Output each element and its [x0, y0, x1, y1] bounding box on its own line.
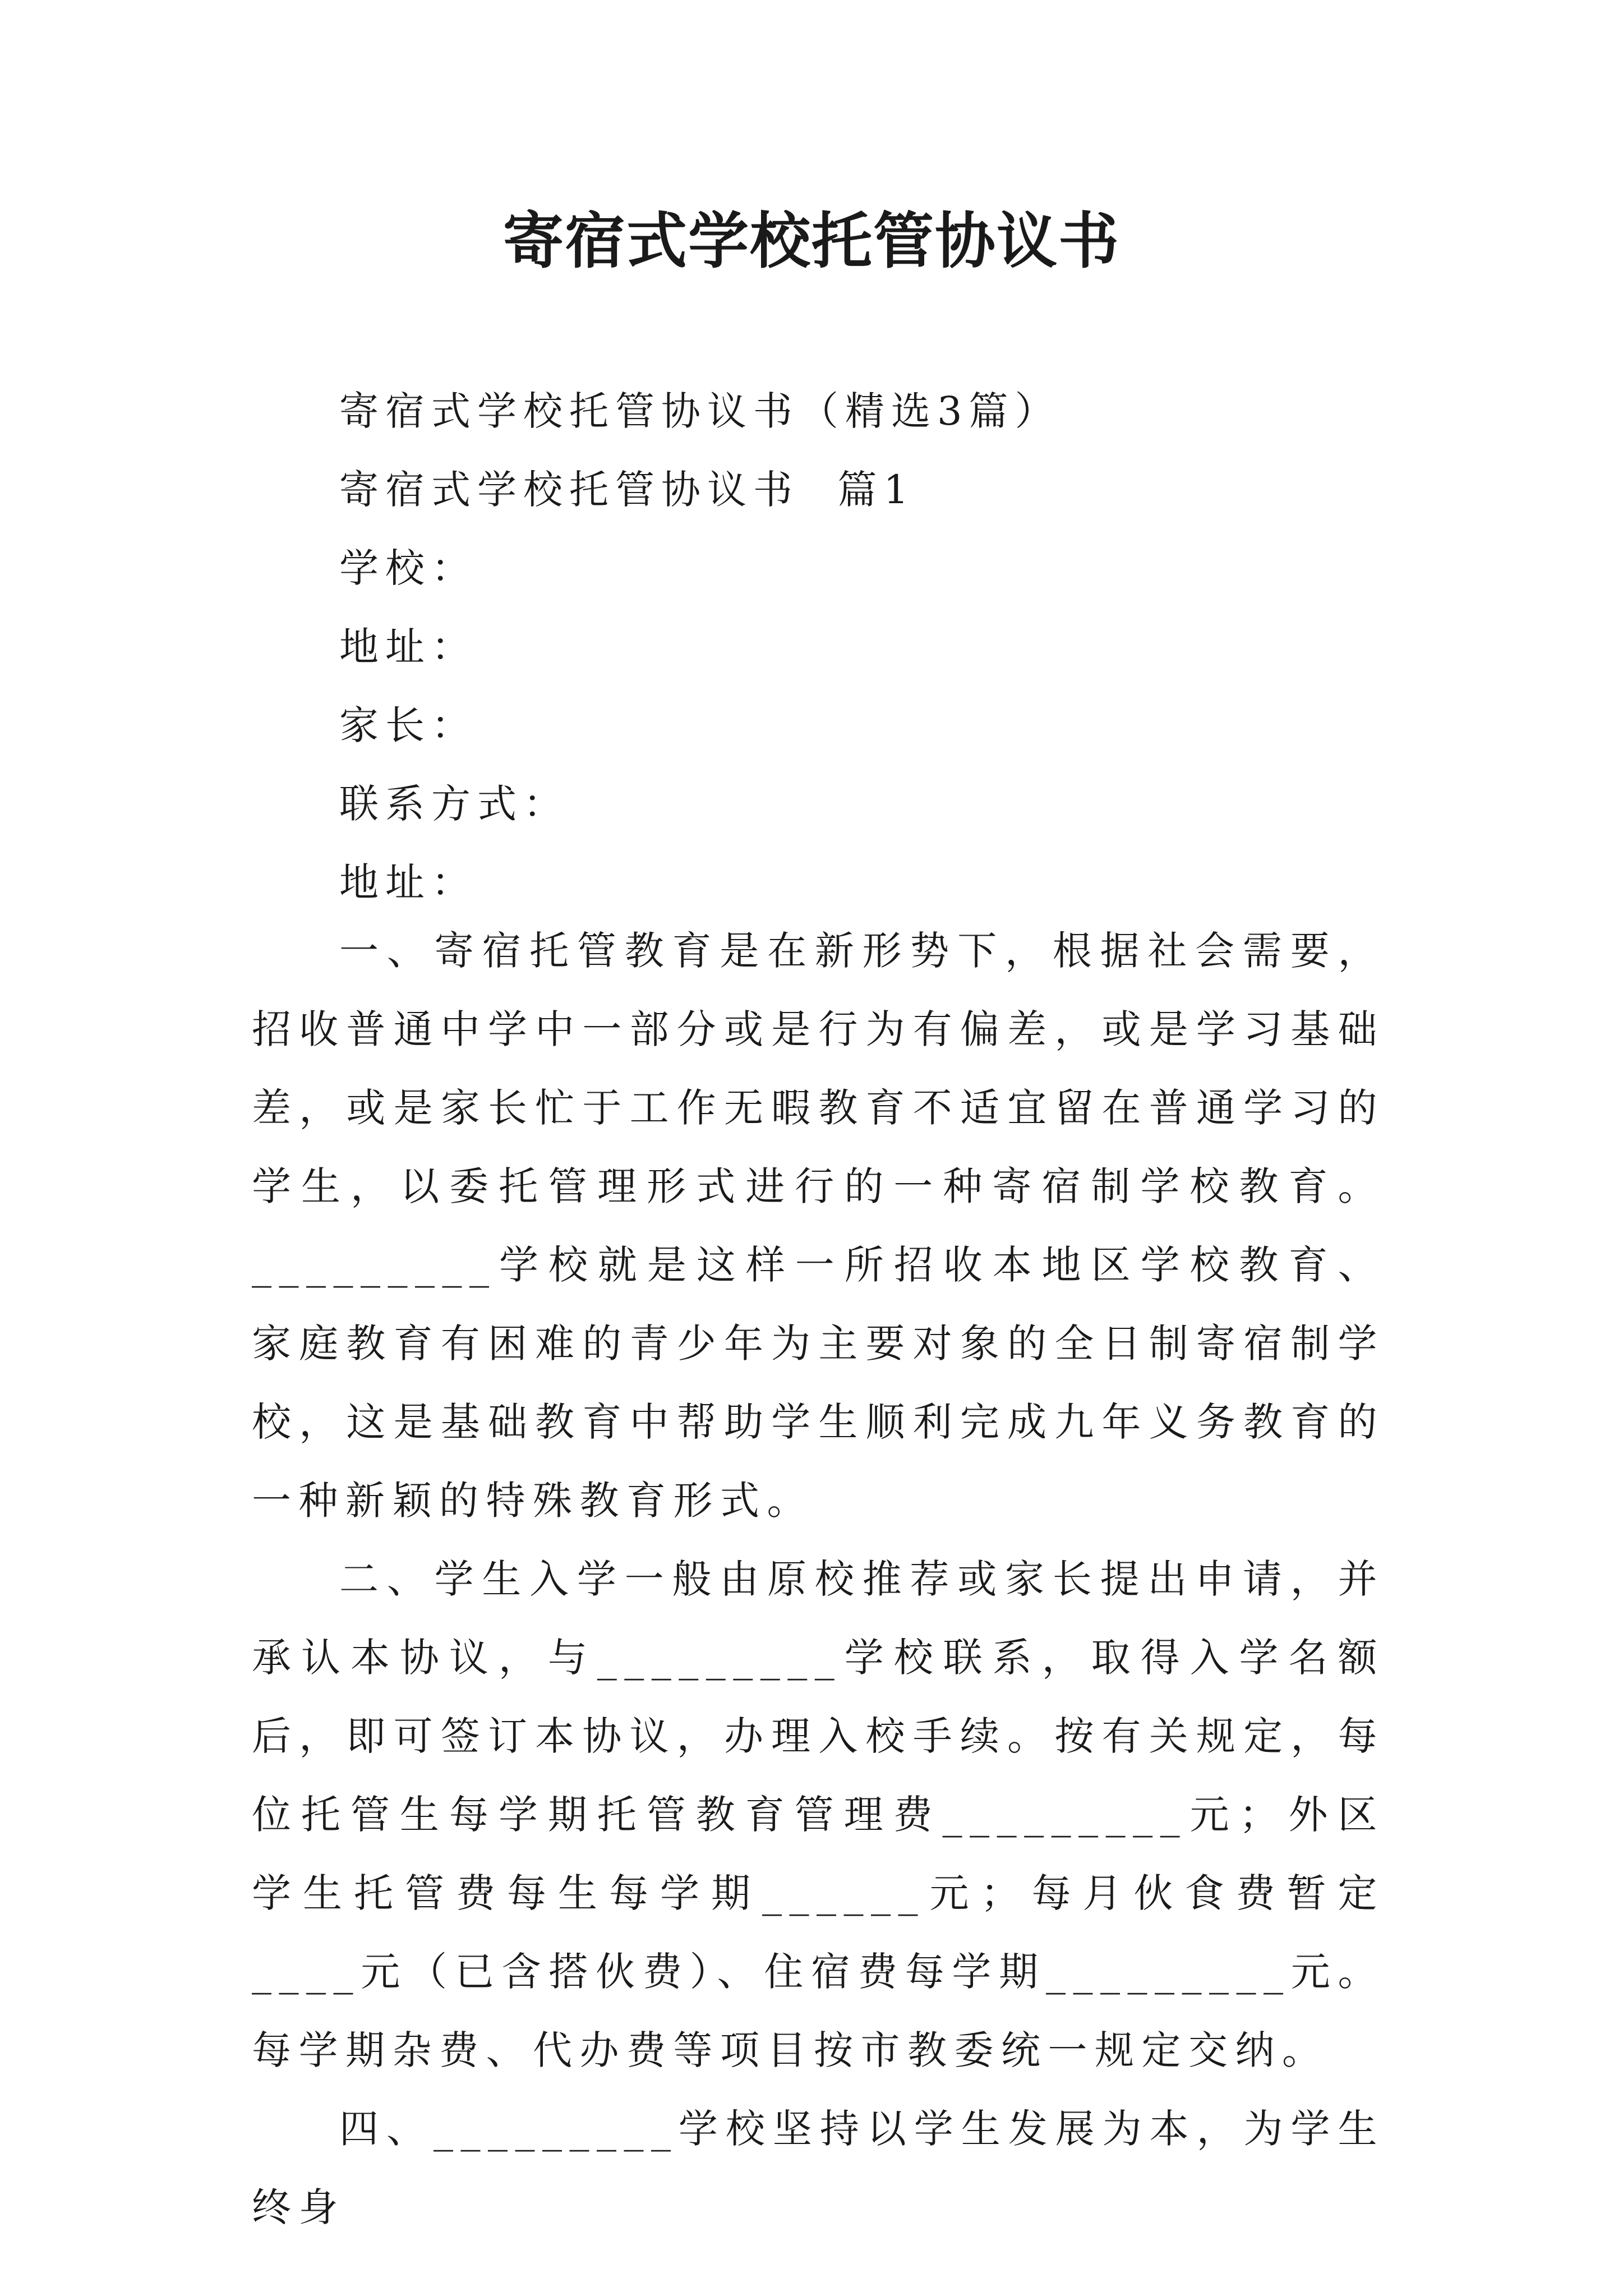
- document-title: 寄宿式学校托管协议书: [502, 206, 1120, 277]
- field-school: 学校：: [339, 545, 477, 591]
- paragraph-1: 一、寄宿托管教育是在新形势下，根据社会需要，招收普通中学中一部分或是行为有偏差，或是学习基础差，或是家长忙于工作无暇教育不适宜留在普通学习的学生，以委托管理形式进行的一种寄宿制学校教育。_________学校就是这样一所招收本地区学校教育、家庭教育有困难的青少年为主要对象的全日制寄宿制学校，这是基础教育中帮助学生顺利完成九年义务教育的一种新颖的特殊教育形式。: [252, 928, 1385, 1524]
- field-contact: 联系方式：: [339, 781, 569, 827]
- field-address: 地址：: [339, 624, 477, 670]
- field-parent: 家长：: [339, 702, 477, 748]
- document-body: [252, 912, 1385, 2247]
- document-subtitle: 寄宿式学校托管协议书（精选3篇）: [339, 388, 1061, 434]
- section-heading: 寄宿式学校托管协议书 篇1: [339, 467, 916, 513]
- field-address-parent: 地址：: [339, 859, 477, 905]
- paragraph-2: 二、学生入学一般由原校推荐或家长提出申请，并承认本协议，与_________学校联系，取得入学名额后，即可签订本协议，办理入校手续。按有关规定，每位托管生每学期托管教育管理费_________元；外区学生托管费每生每学期______元；每月伙食费暂定____元（已含搭伙费）、住宿费每学期_________元。每学期杂费、代办费等项目按市教委统一规定交纳。: [252, 1556, 1385, 2073]
- paragraph-3: 四、_________学校坚持以学生发展为本，为学生终身: [252, 2106, 1385, 2230]
